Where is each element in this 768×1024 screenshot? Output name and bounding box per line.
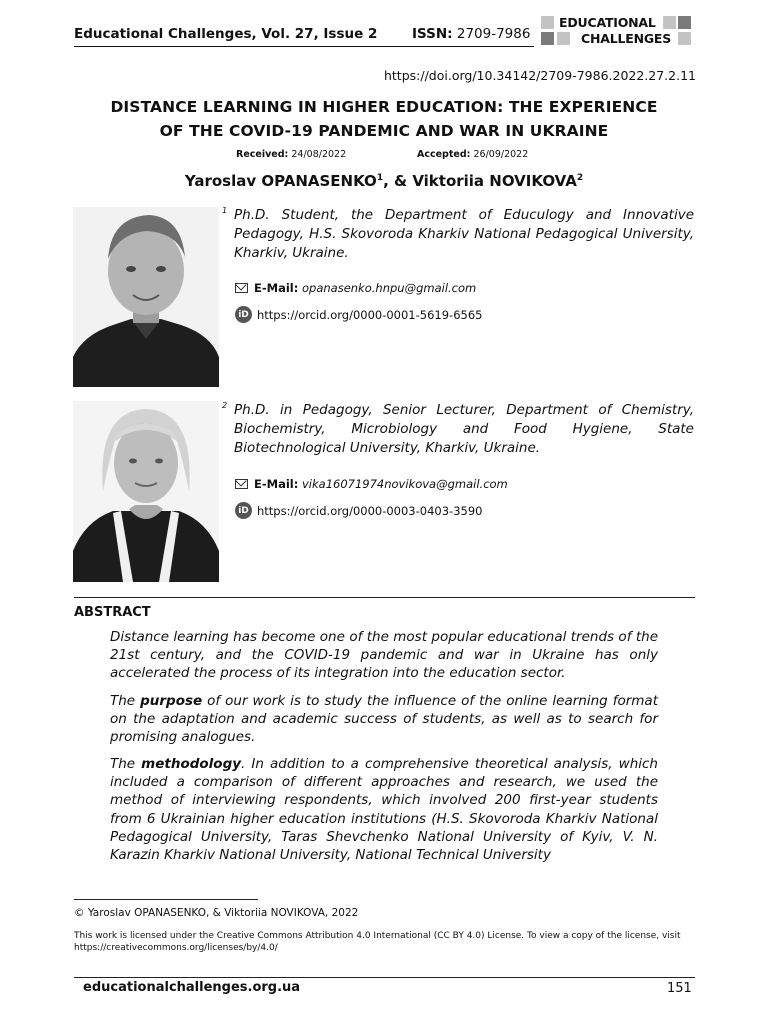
issn-value: 2709-7986 — [456, 26, 531, 42]
orcid-icon: iD — [235, 306, 252, 323]
email-address[interactable]: opanasenko.hnpu@gmail.com — [301, 281, 477, 295]
logo-text-line2: CHALLENGES — [581, 31, 672, 46]
author-2-sup: 2 — [576, 173, 584, 183]
journal-logo — [541, 16, 693, 46]
affiliation-2-number: 2 — [222, 401, 228, 410]
issn-label: ISSN: — [412, 26, 453, 42]
issn — [412, 26, 530, 42]
email-address[interactable]: vika16071974novikova@gmail.com — [301, 477, 508, 491]
title-line-2: OF THE COVID-19 PANDEMIC AND WAR IN UKRAINE — [159, 122, 609, 140]
accepted-label: Accepted: — [417, 149, 471, 160]
abstract-heading: ABSTRACT — [74, 605, 151, 620]
author-2-portrait-icon — [73, 401, 219, 582]
author-1-portrait-icon — [73, 207, 219, 387]
abstract-paragraph-2 — [110, 692, 658, 747]
header-rule — [74, 46, 534, 47]
received-label: Received: — [236, 149, 289, 160]
logo-square-icon — [541, 32, 554, 45]
email-label: E-Mail: — [254, 477, 299, 491]
methodology-text: . In addition to a comprehensive theoretical analysis, which included a comparison of different approaches and research, we used the method of interviewing respondents, which involved 200 first-year students from 6 Ukrainian higher education institutions (H.S. Skovoroda Kharkiv National Pedagogical University, Taras Shevchenko National University of Kyiv, V. N. Karazin Kharkiv National University, National Technical University — [110, 756, 658, 864]
envelope-icon — [235, 479, 248, 489]
author-1-sup: 1 — [376, 173, 384, 183]
affiliation-2-text: Ph.D. in Pedagogy, Senior Lecturer, Department of Chemistry, Biochemistry, Microbiology and Food Hygiene, State Biotechnological University, Kharkiv, Ukraine. — [234, 401, 694, 456]
author-2-orcid — [235, 502, 482, 519]
author-1-email — [235, 281, 476, 295]
logo-square-icon — [663, 16, 676, 29]
received-date — [236, 149, 346, 160]
journal-header: Educational Challenges, Vol. 27, Issue 2 — [74, 26, 378, 42]
article-title — [60, 95, 708, 143]
logo-square-icon — [541, 16, 554, 29]
author-1-photo — [73, 207, 219, 387]
footnote-divider — [74, 899, 258, 900]
orcid-link[interactable]: https://orcid.org/0000-0003-0403-3590 — [257, 503, 483, 518]
logo-square-icon — [678, 32, 691, 45]
orcid-link[interactable]: https://orcid.org/0000-0001-5619-6565 — [257, 307, 483, 322]
logo-square-icon — [678, 16, 691, 29]
methodology-pre: The — [110, 756, 142, 772]
title-line-1: DISTANCE LEARNING IN HIGHER EDUCATION: THE EXPERIENCE — [110, 98, 658, 116]
purpose-text: of our work is to study the influence of the online learning format on the adaptation and academic success of students, as well as to search for promising analogues. — [110, 693, 658, 746]
affiliation-1-number: 1 — [222, 206, 228, 215]
footer-rule — [74, 977, 695, 978]
license-notice: This work is licensed under the Creative Commons Attribution 4.0 International (CC BY 4.0) License. To view a copy of the license, visit https://creativecommons.org/licenses/by/4.0/ — [74, 931, 681, 953]
received-value: 24/08/2022 — [291, 149, 347, 160]
envelope-icon — [235, 283, 248, 293]
logo-square-icon — [557, 32, 570, 45]
copyright-notice: © Yaroslav OPANASENKO, & Viktoriia NOVIKOVA, 2022 — [74, 907, 359, 919]
accepted-value: 26/09/2022 — [473, 149, 529, 160]
methodology-keyword: methodology — [141, 756, 242, 772]
author-list — [0, 172, 768, 190]
abstract-paragraph-3 — [110, 755, 658, 864]
logo-text-line1: EDUCATIONAL — [559, 15, 656, 30]
purpose-pre: The — [110, 693, 141, 709]
author-2-name: Viktoriia NOVIKOVA — [412, 172, 577, 190]
accepted-date — [417, 149, 528, 160]
author-2-email — [235, 477, 508, 491]
abstract-paragraph-1: Distance learning has become one of the most popular educational trends of the 21st century, and the COVID-19 pandemic and war in Ukraine has only accelerated the process of its integration into the education sector. — [110, 629, 658, 682]
orcid-icon: iD — [235, 502, 252, 519]
author-1-name: Yaroslav OPANASENKO — [184, 172, 377, 190]
author-separator: , & — [383, 172, 413, 190]
purpose-keyword: purpose — [140, 693, 203, 709]
author-2-photo — [73, 401, 219, 582]
abstract-divider — [74, 597, 695, 598]
email-label: E-Mail: — [254, 281, 299, 295]
doi-link[interactable]: https://doi.org/10.34142/2709-7986.2022.27.2.11 — [383, 68, 696, 83]
affiliation-2 — [222, 396, 694, 458]
footer-site-link[interactable]: educationalchallenges.org.ua — [83, 980, 301, 995]
author-1-orcid — [235, 306, 482, 323]
page-number: 151 — [667, 981, 692, 996]
affiliation-1 — [222, 201, 694, 263]
affiliation-1-text: Ph.D. Student, the Department of Educulogy and Innovative Pedagogy, H.S. Skovoroda Kharkiv National Pedagogical University, Kharkiv, Ukraine. — [234, 206, 694, 261]
